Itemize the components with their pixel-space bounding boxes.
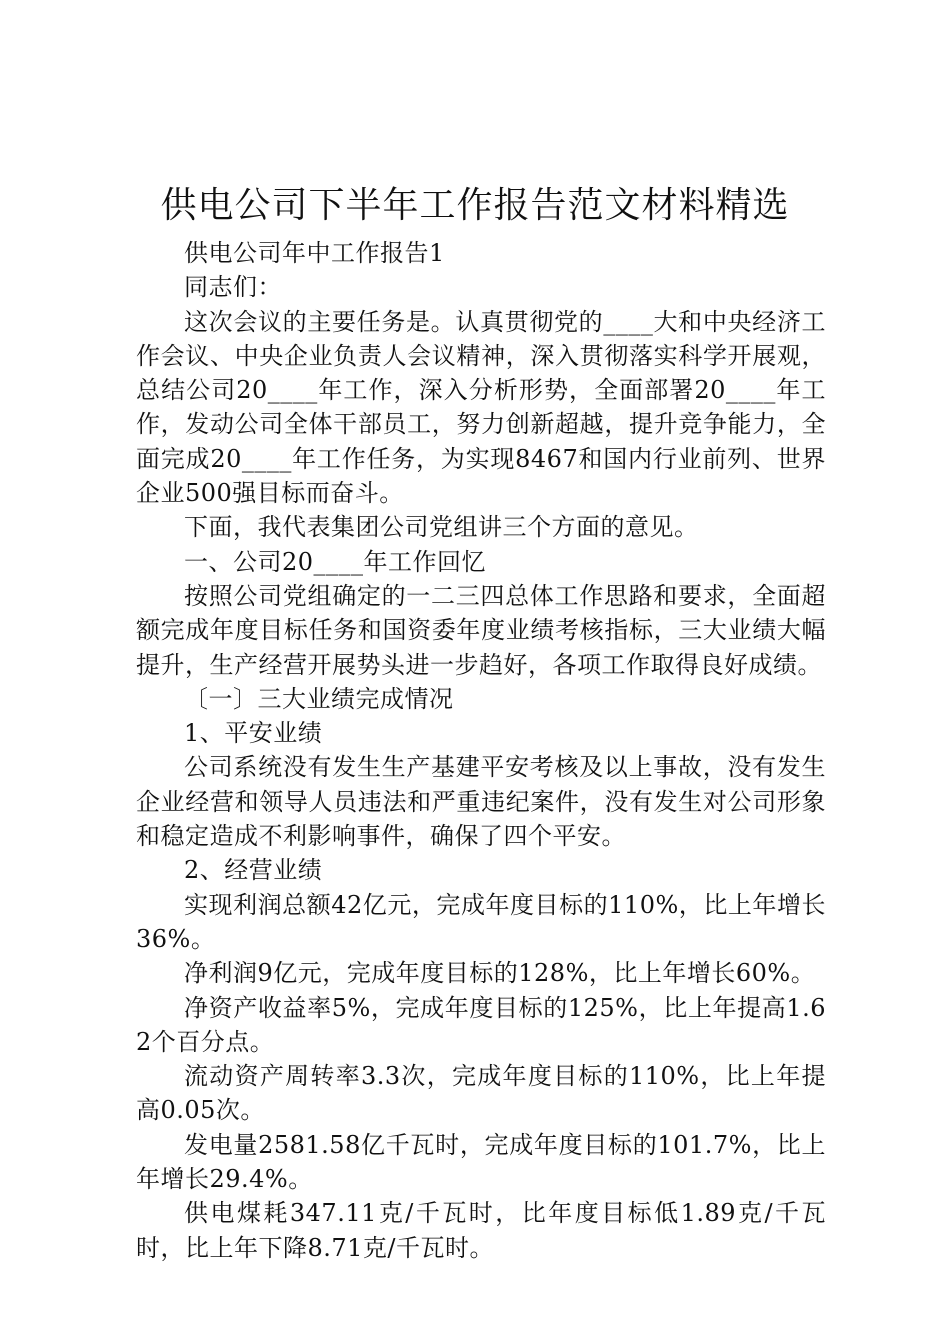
salutation: 同志们：	[184, 273, 282, 302]
subsection-heading-performance: 〔一〕三大业绩完成情况	[184, 684, 454, 713]
paragraph-intro: 下面，我代表集团公司党组讲三个方面的意见。	[184, 513, 699, 542]
item-heading-safety: 1、平安业绩	[184, 719, 323, 748]
paragraph-meeting-task: 这次会议的主要任务是。认真贯彻党的____大和中央经济工作会议、中央企业负责人会议精神，深入贯彻落实科学开展观，总结公司20____年工作，深入分析形势，全面部署20____年工作，发动公司全体干部员工，努力创新超越，提升竞争能力，全面完成20____年工作任务，为实现8467和国内行业前列、世界企业500强目标而奋斗。	[136, 307, 826, 508]
document-body	[136, 236, 826, 1265]
document-title: 供电公司下半年工作报告范文材料精选	[160, 185, 790, 226]
item-heading-operations: 2、经营业绩	[184, 856, 323, 885]
paragraph-roe: 净资产收益率5%，完成年度目标的125%，比上年提高1.62个百分点。	[136, 993, 826, 1056]
paragraph-safety: 公司系统没有发生生产基建平安考核及以上事故，没有发生企业经营和领导人员违法和严重违纪案件，没有发生对公司形象和稳定造成不利影响事件，确保了四个平安。	[136, 753, 826, 851]
paragraph-turnover: 流动资产周转率3.3次，完成年度目标的110%，比上年提高0.05次。	[136, 1062, 826, 1125]
paragraph-overview: 按照公司党组确定的一二三四总体工作思路和要求，全面超额完成年度目标任务和国资委年度业绩考核指标，三大业绩大幅提升，生产经营开展势头进一步趋好，各项工作取得良好成绩。	[136, 581, 826, 679]
paragraph-total-profit: 实现利润总额42亿元，完成年度目标的110%，比上年增长36%。	[136, 890, 826, 953]
paragraph-net-profit: 净利润9亿元，完成年度目标的128%，比上年增长60%。	[184, 959, 816, 988]
section-heading-review: 一、公司20____年工作回忆	[184, 547, 487, 576]
paragraph-coal-consumption: 供电煤耗347.11克/千瓦时，比年度目标低1.89克/千瓦时，比上年下降8.71克/千瓦时。	[136, 1199, 826, 1262]
heading-report: 供电公司年中工作报告1	[184, 239, 445, 267]
paragraph-generation: 发电量2581.58亿千瓦时，完成年度目标的101.7%，比上年增长29.4%。	[136, 1130, 826, 1194]
